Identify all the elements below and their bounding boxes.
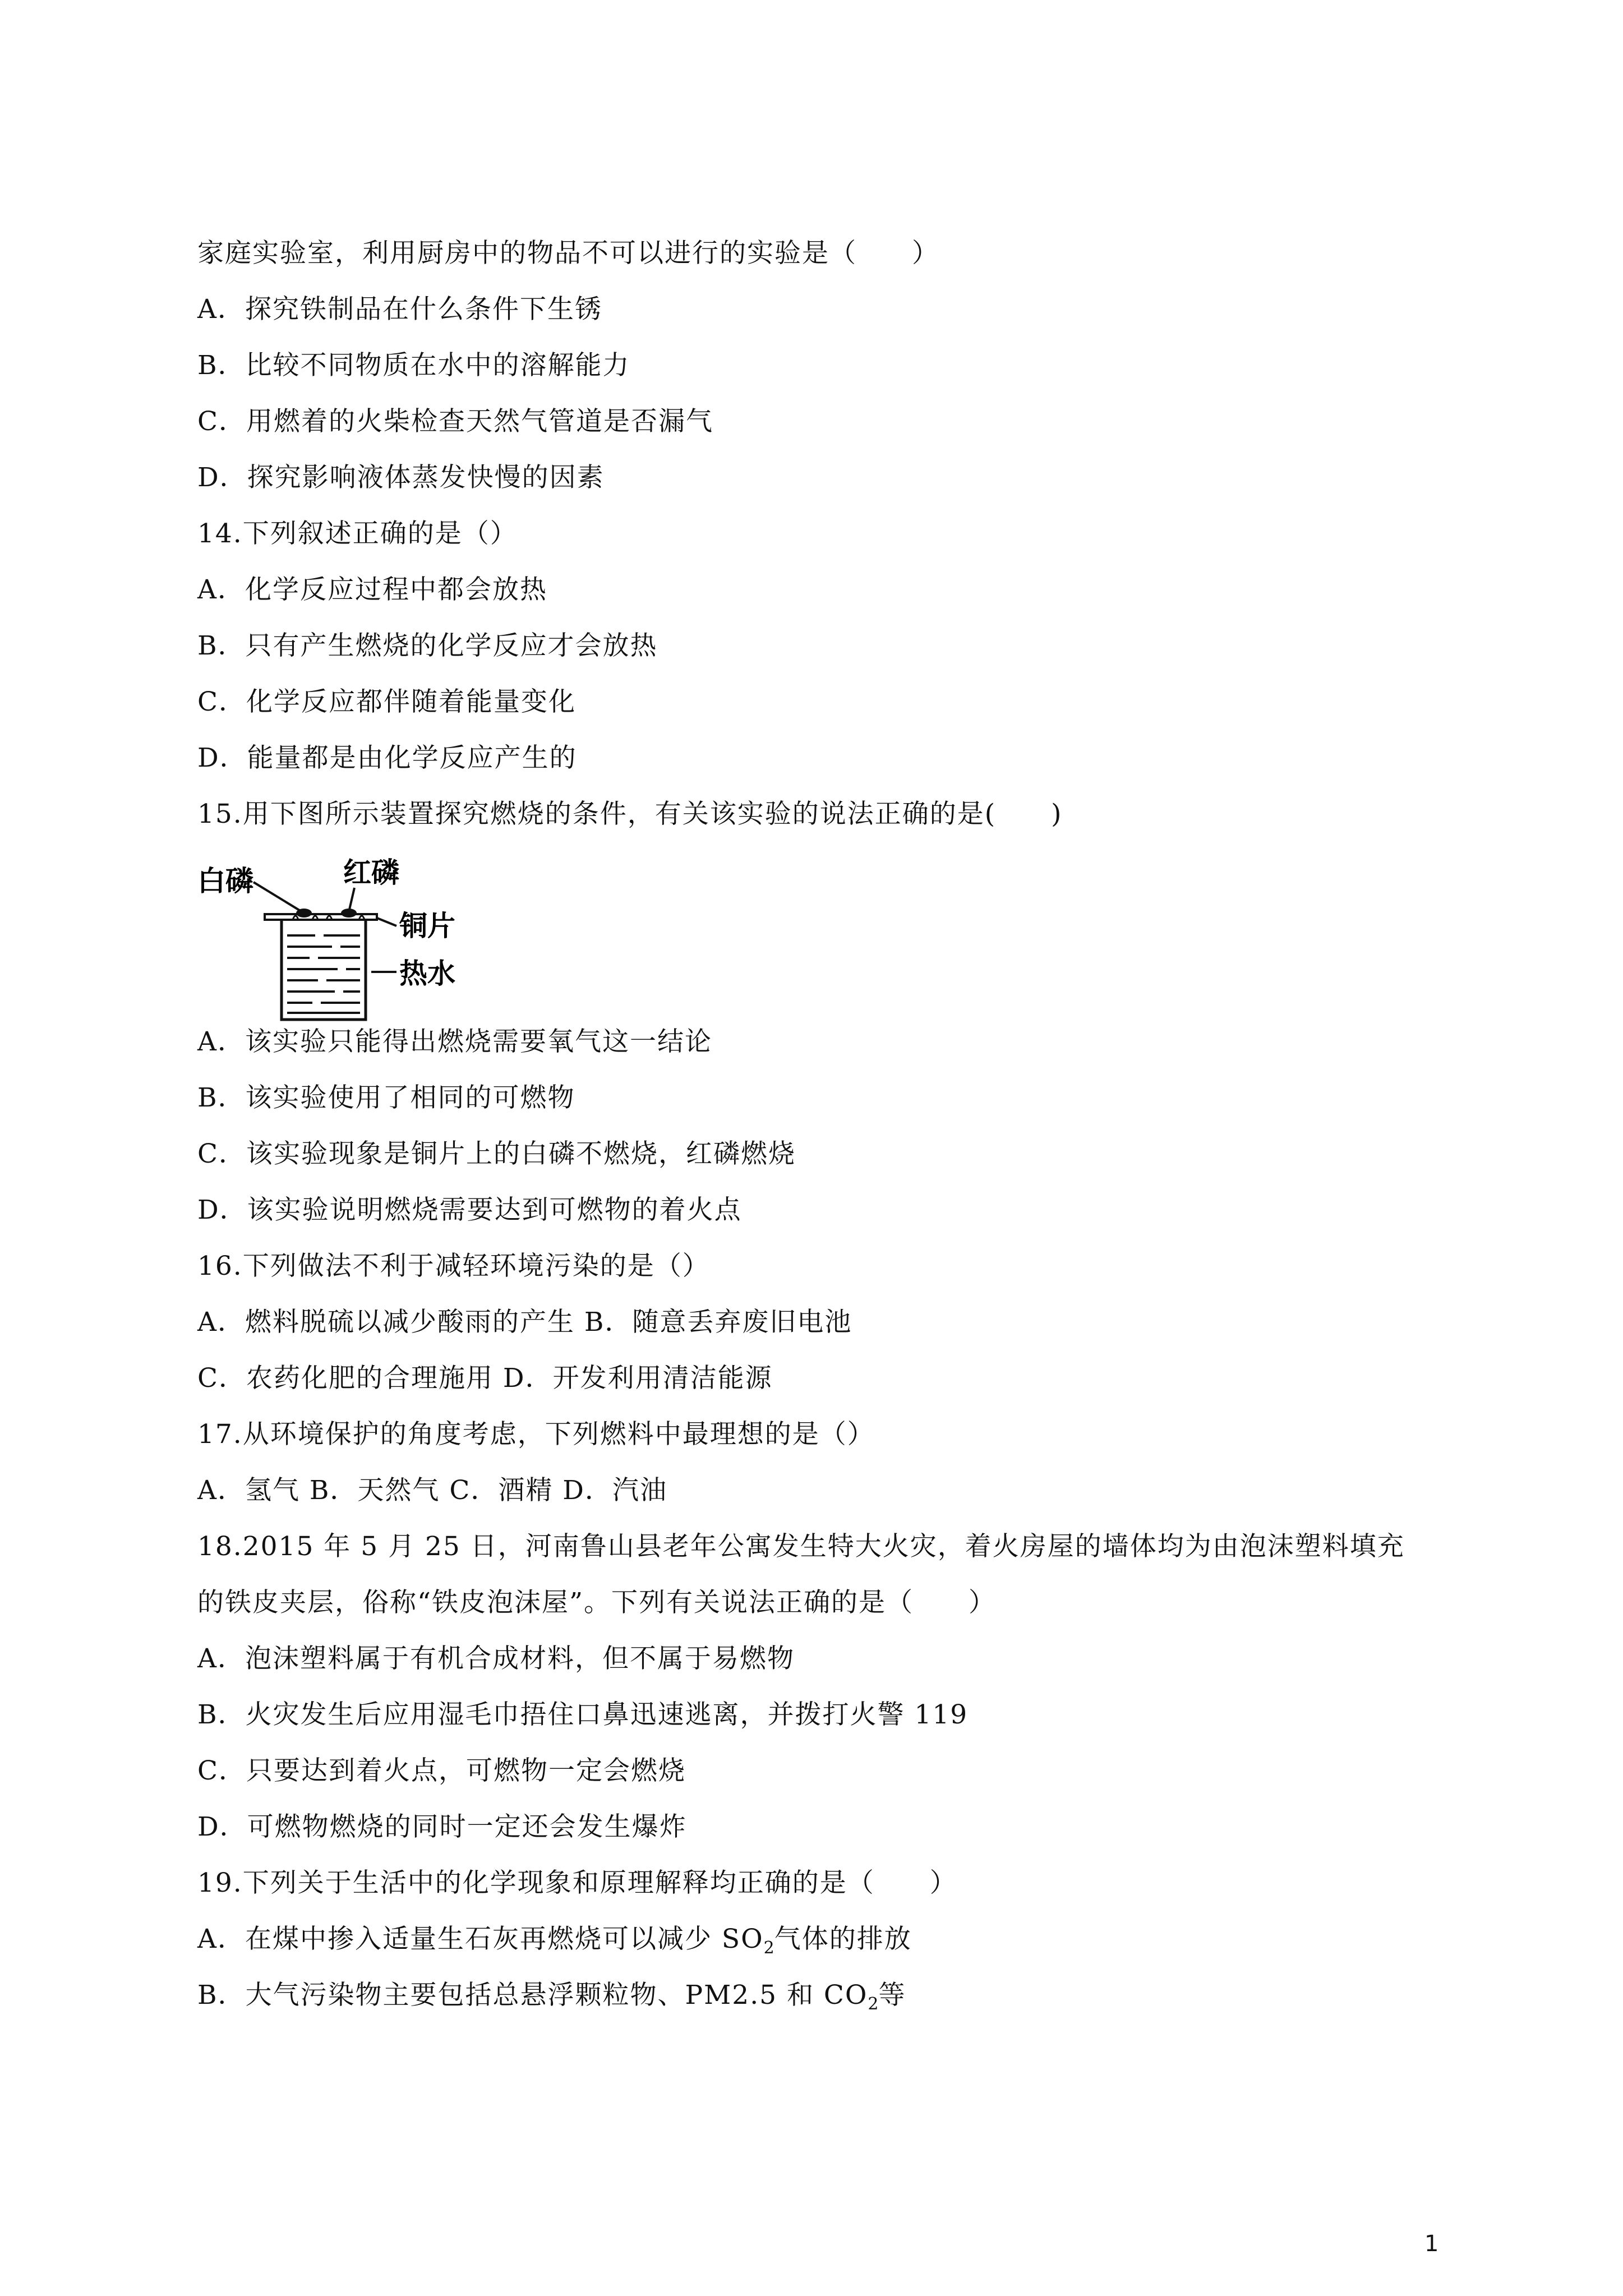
- label-hot-water: 热水: [399, 957, 455, 990]
- q19-option-a-tail: 气体的排放: [774, 1924, 912, 1954]
- q14-option-b: B．只有产生燃烧的化学反应才会放热: [197, 630, 658, 661]
- q19-option-a: [197, 1922, 912, 1965]
- red-phosphorus: [341, 909, 357, 918]
- q16-options-ab: A．燃料脱硫以减少酸雨的产生 B．随意丢弃废旧电池: [197, 1307, 852, 1338]
- label-white-phosphorus: 白磷: [197, 865, 253, 897]
- q18-option-a: A．泡沫塑料属于有机合成材料，但不属于易燃物: [197, 1643, 795, 1674]
- q18-option-d: D．可燃物燃烧的同时一定还会发生爆炸: [197, 1811, 687, 1842]
- q13-option-a: A．探究铁制品在什么条件下生锈: [197, 294, 602, 325]
- hot-water: [287, 935, 360, 1013]
- label-red-phosphorus: 红磷: [343, 857, 399, 889]
- q17-stem: 17.从环境保护的角度考虑，下列燃料中最理想的是（）: [197, 1419, 875, 1450]
- q15-stem: 15.用下图所示装置探究燃烧的条件，有关该实验的说法正确的是( ): [197, 799, 1063, 829]
- leader-red-phosphorus: [349, 888, 354, 912]
- q15-option-b: B．该实验使用了相同的可燃物: [197, 1082, 575, 1113]
- q18-option-c: C．只要达到着火点，可燃物一定会燃烧: [197, 1755, 686, 1786]
- q15-option-c: C．该实验现象是铜片上的白磷不燃烧，红磷燃烧: [197, 1138, 796, 1169]
- q17-options: A．氢气 B．天然气 C．酒精 D．汽油: [197, 1475, 667, 1506]
- beaker-diagram: [197, 857, 511, 1025]
- q19-option-b-text: B．大气污染物主要包括总悬浮颗粒物、PM2.5 和 CO: [197, 1980, 868, 2011]
- q19-stem: 19.下列关于生活中的化学现象和原理解释均正确的是（ ）: [197, 1868, 957, 1898]
- q13-stem: 家庭实验室，利用厨房中的物品不可以进行的实验是（ ）: [197, 238, 939, 269]
- q15-option-a: A．该实验只能得出燃烧需要氧气这一结论: [197, 1026, 712, 1057]
- q18-stem-line1: 18.2015 年 5 月 25 日，河南鲁山县老年公寓发生特大火灾，着火房屋的墙体均为由泡沫塑料填充: [197, 1531, 1405, 1562]
- white-phosphorus: [296, 909, 312, 918]
- page-number: 1: [1424, 2231, 1439, 2257]
- label-copper-sheet: 铜片: [399, 910, 455, 942]
- q14-option-c: C．化学反应都伴随着能量变化: [197, 686, 576, 717]
- leader-copper-sheet: [376, 918, 396, 926]
- q19-option-a-text: A．在煤中掺入适量生石灰再燃烧可以减少 SO: [197, 1924, 764, 1954]
- q16-options-cd: C．农药化肥的合理施用 D．开发利用清洁能源: [197, 1363, 773, 1394]
- q16-stem: 16.下列做法不利于减轻环境污染的是（）: [197, 1251, 710, 1281]
- q15-option-d: D．该实验说明燃烧需要达到可燃物的着火点: [197, 1195, 742, 1225]
- subscript-2: 2: [868, 1994, 879, 2014]
- q19-option-b: [197, 1979, 906, 2021]
- q13-option-c: C．用燃着的火柴检查天然气管道是否漏气: [197, 406, 713, 437]
- q14-stem: 14.下列叙述正确的是（）: [197, 518, 518, 549]
- q13-option-d: D．探究影响液体蒸发快慢的因素: [197, 462, 605, 493]
- combustion-apparatus-figure: [197, 857, 511, 1025]
- q18-stem-line2: 的铁皮夹层，俗称“铁皮泡沫屋”。下列有关说法正确的是（ ）: [197, 1587, 997, 1618]
- subscript-2: 2: [763, 1938, 774, 1958]
- leader-white-phosphorus: [253, 882, 304, 913]
- q14-option-d: D．能量都是由化学反应产生的: [197, 743, 577, 773]
- q18-option-b: B．火灾发生后应用湿毛巾捂住口鼻迅速逃离，并拨打火警 119: [197, 1699, 969, 1730]
- q19-option-b-tail: 等: [878, 1980, 906, 2011]
- q13-option-b: B．比较不同物质在水中的溶解能力: [197, 350, 630, 381]
- q14-option-a: A．化学反应过程中都会放热: [197, 574, 547, 605]
